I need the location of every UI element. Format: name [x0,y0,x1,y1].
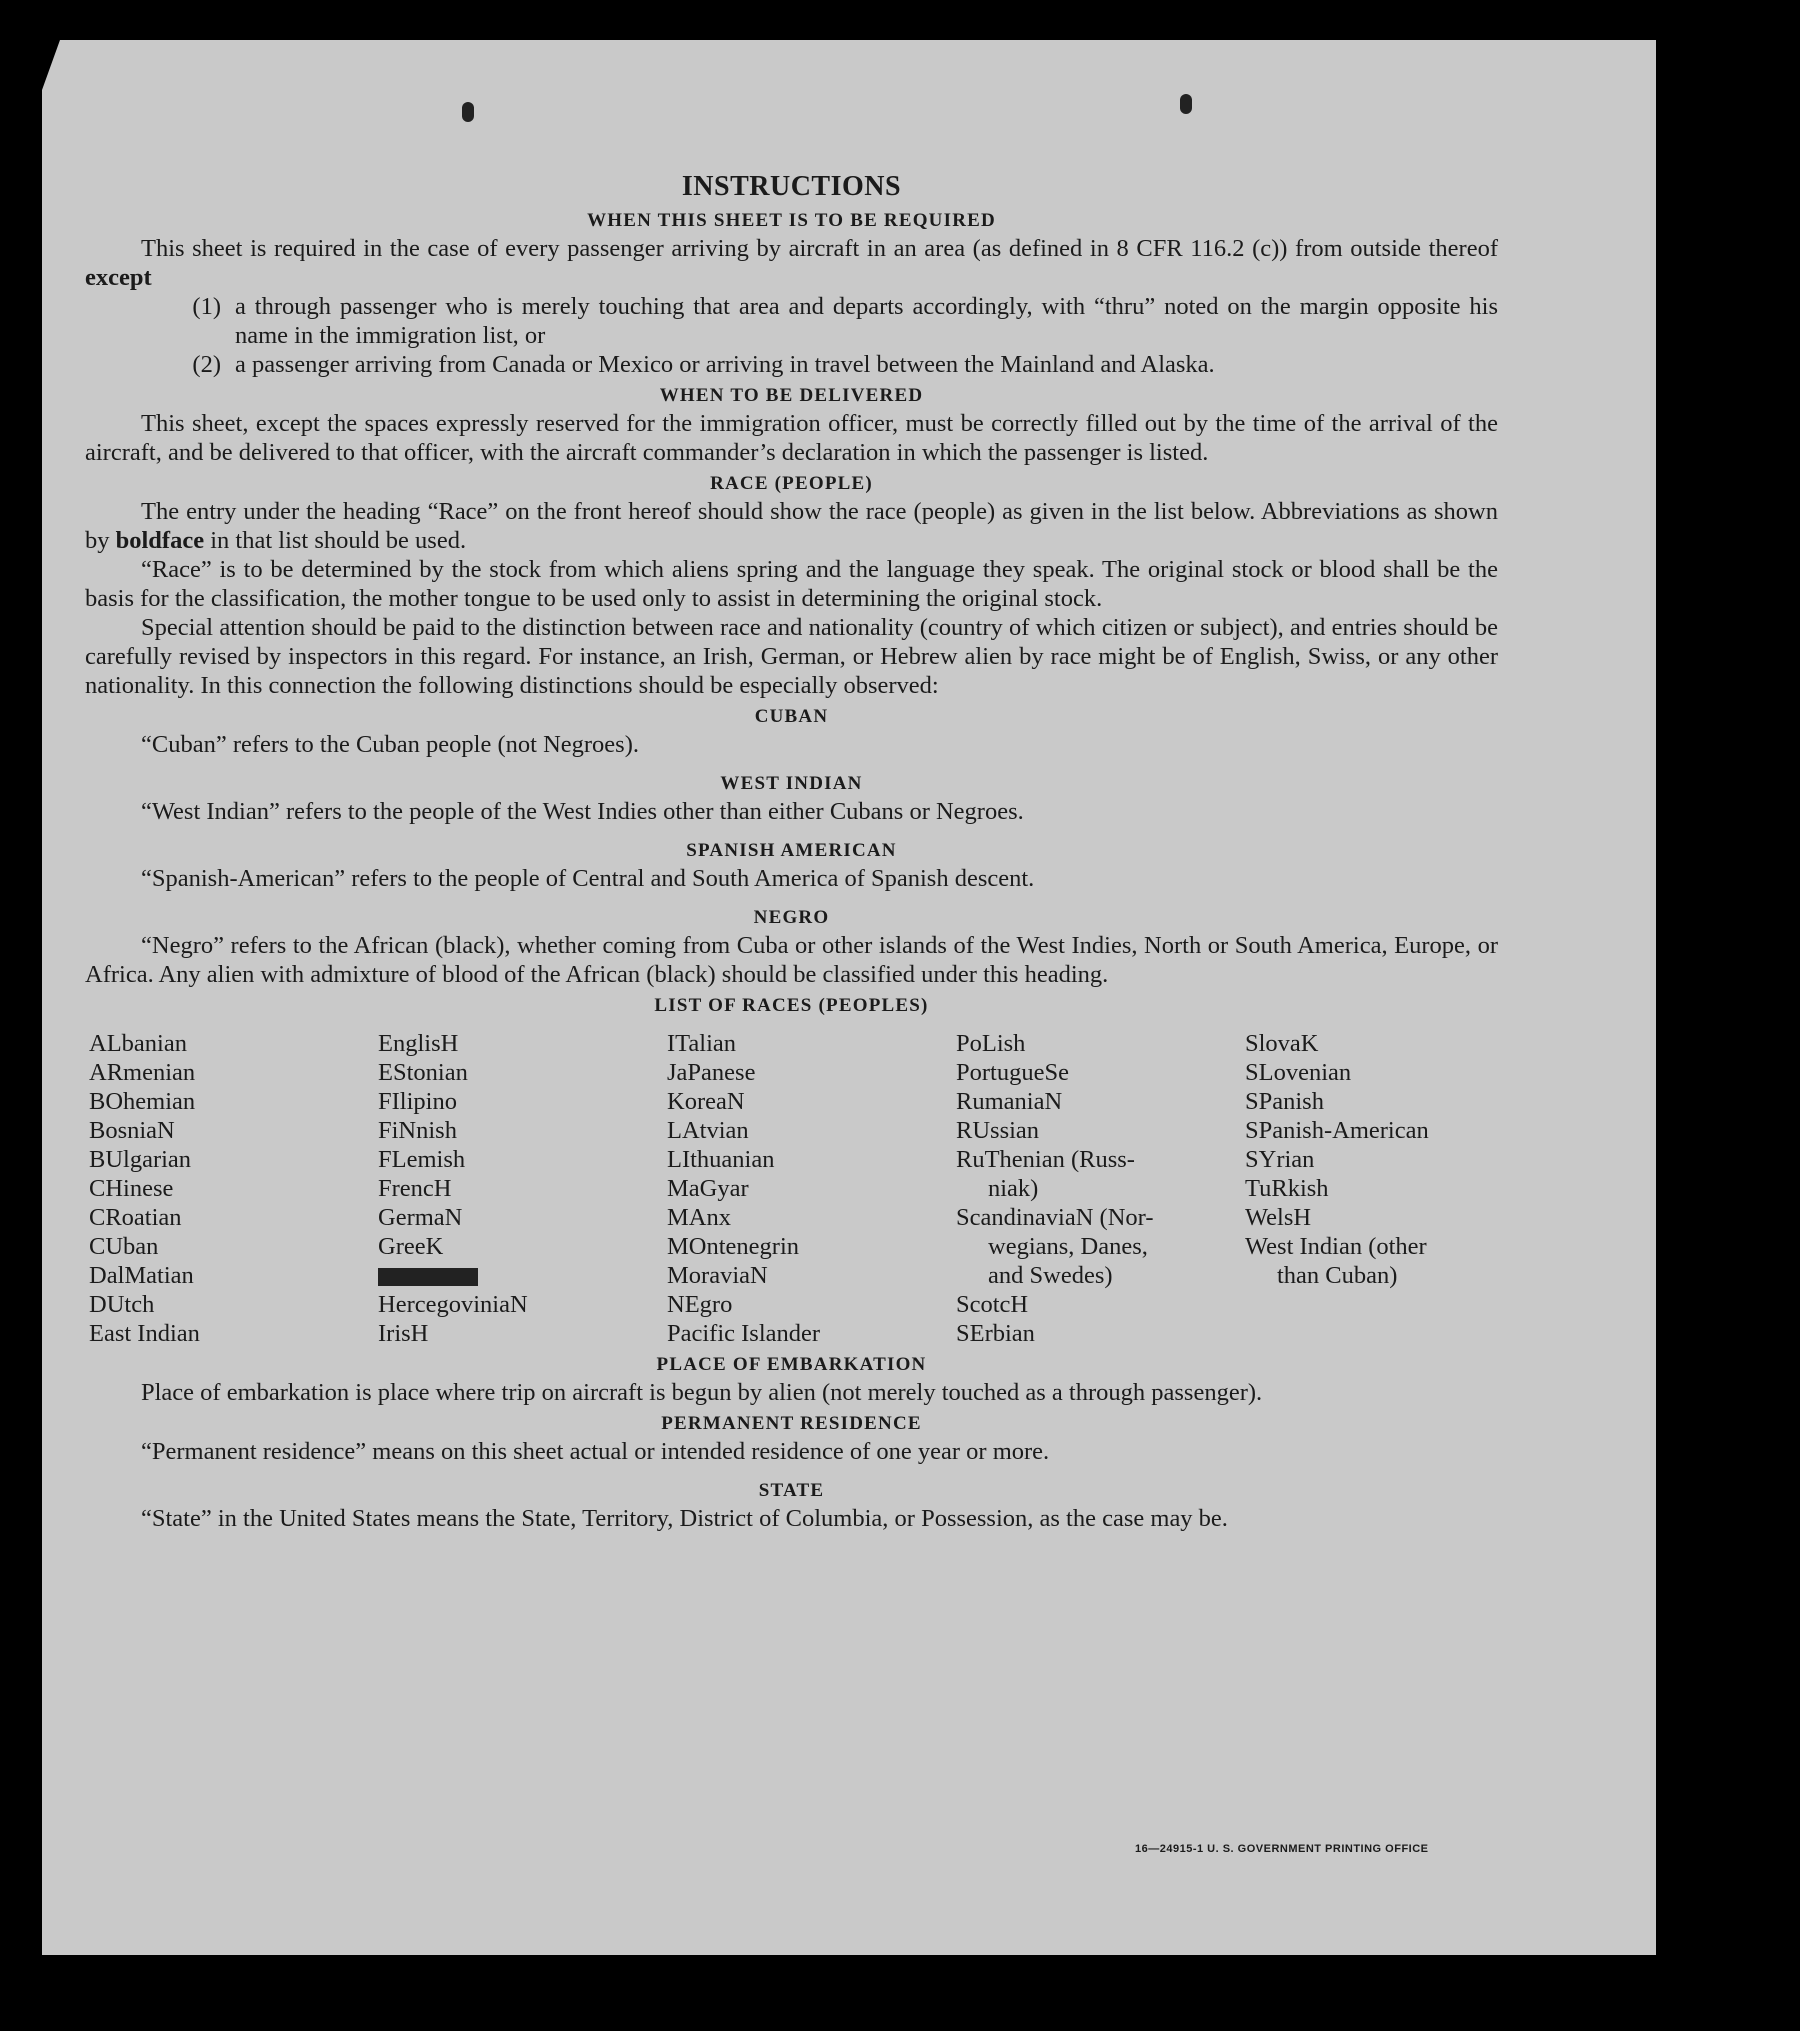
race-entry: BOhemian [89,1088,196,1115]
race-entry: West Indian (other [1245,1233,1427,1260]
cuban-text: “Cuban” refers to the Cuban people (not Negroes). [141,731,639,758]
race-entry-continued: niak) [988,1175,1039,1202]
race-entry: SErbian [956,1320,1035,1347]
race-paragraph-3: Special attention should be paid to the distinction between race and nationality (country of which citizen or subject), and entries should be carefully revised by inspectors in this regard. For instance, an Irish, German, or Hebrew alien by race might be of English, Swiss, or any other nationality. In this connection the following distinctions should be especially observed: [85,614,1498,699]
heading-cuban: CUBAN [754,706,829,727]
heading-spanish-american: SPANISH AMERICAN [686,840,897,861]
exception-item-2: (2) a passenger arriving from Canada or Mexico or arriving in travel between the Mainland and Alaska. [192,351,1215,378]
print-code: 16—24915-1 U. S. GOVERNMENT PRINTING OFFICE [1135,1843,1429,1855]
race-entry: FLemish [378,1146,466,1173]
when-delivered-text: This sheet, except the spaces expressly reserved for the immigration officer, must be correctly filled out by the time of the arrival of the aircraft, and be delivered to that officer, with the aircraft commander’s declaration in which the passenger is listed. [85,410,1498,466]
race-entry: BUlgarian [89,1146,192,1173]
race-entry: ALbanian [89,1030,187,1057]
race-entry: MoraviaN [667,1262,768,1289]
races-column-1 [89,1029,378,1348]
when-required-intro: This sheet is required in the case of every passenger arriving by aircraft in an area (as defined in 8 CFR 116.2 (c)) from outside thereof except [85,235,1498,291]
redaction-mark [378,1268,478,1286]
races-column-3 [667,1029,956,1348]
race-entry: FiNnish [378,1117,457,1144]
races-column-5 [1245,1029,1512,1348]
race-entry: PoLish [956,1030,1026,1057]
race-entry-continued: wegians, Danes, [988,1233,1148,1260]
race-entry: LAtvian [667,1117,749,1144]
heading-when-required: WHEN THIS SHEET IS TO BE REQUIRED [587,210,996,231]
races-column-4 [956,1029,1245,1348]
race-entry: NEgro [667,1291,733,1318]
permanent-residence-text: “Permanent residence” means on this sheet actual or intended residence of one year or more. [141,1438,1050,1465]
race-entry: RUssian [956,1117,1040,1144]
race-entry: SYrian [1245,1146,1315,1173]
race-entry: SPanish [1245,1088,1324,1115]
heading-west-indian: WEST INDIAN [720,773,863,794]
race-entry: EStonian [378,1059,468,1086]
west-indian-text: “West Indian” refers to the people of the West Indies other than either Cubans or Negroes. [141,798,1024,825]
heading-when-delivered: WHEN TO BE DELIVERED [659,385,924,406]
heading-embarkation: PLACE OF EMBARKATION [656,1354,927,1375]
race-entry: JaPanese [667,1059,756,1086]
race-entry: DalMatian [89,1262,194,1289]
races-list [89,1029,1498,1348]
race-entry: MAnx [667,1204,731,1231]
race-entry-continued: than Cuban) [1277,1262,1398,1289]
exception-item-1: (1) a through passenger who is merely touching that area and departs accordingly, with “thru” noted on the margin opposite his name in the immigration list, or [192,293,1498,349]
race-entry: ScotcH [956,1291,1029,1318]
spanish-american-text: “Spanish-American” refers to the people of Central and South America of Spanish descent. [141,865,1035,892]
race-entry: FrencH [378,1175,452,1202]
race-entry: ARmenian [89,1059,196,1086]
race-entry: GreeK [378,1233,444,1260]
state-text: “State” in the United States means the State, Territory, District of Columbia, or Possession, as the case may be. [141,1505,1228,1532]
race-entry: ITalian [667,1030,737,1057]
race-entry: SlovaK [1245,1030,1319,1057]
races-column-2 [378,1029,667,1348]
race-entry: CRoatian [89,1204,182,1231]
race-paragraph-2: “Race” is to be determined by the stock from which aliens spring and the language they speak. The original stock or blood shall be the basis for the classification, the mother tongue to be used only to assist in determining the original stock. [85,556,1498,612]
race-entry: KoreaN [667,1088,745,1115]
race-entry: WelsH [1245,1204,1312,1231]
folded-corner [42,40,60,90]
race-entry: IrisH [378,1320,429,1347]
race-entry-continued: and Swedes) [988,1262,1113,1289]
punch-hole-left [462,102,474,122]
race-entry: SPanish-American [1245,1117,1429,1144]
race-entry: MaGyar [667,1175,749,1202]
race-entry: HercegoviniaN [378,1291,528,1318]
race-entry: MOntenegrin [667,1233,799,1260]
race-entry: FIlipino [378,1088,457,1115]
negro-text: “Negro” refers to the African (black), whether coming from Cuba or other islands of the West Indies, North or South America, Europe, or Africa. Any alien with admixture of blood of the African (black) should be classified under this heading. [85,932,1498,988]
race-paragraph-1: The entry under the heading “Race” on the front hereof should show the race (people) as given in the list below. Abbreviations as shown by boldface in that list should be used. [85,498,1498,554]
embarkation-text: Place of embarkation is place where trip on aircraft is begun by alien (not merely touched as a through passenger). [141,1379,1263,1406]
race-entry: SLovenian [1245,1059,1352,1086]
punch-hole-right [1180,94,1192,114]
race-entry: GermaN [378,1204,463,1231]
race-entry: EnglisH [378,1030,459,1057]
heading-race: RACE (PEOPLE) [710,473,873,494]
race-entry: BosniaN [89,1117,175,1144]
race-entry: CUban [89,1233,159,1260]
race-entry: DUtch [89,1291,155,1318]
race-entry: RumaniaN [956,1088,1063,1115]
race-entry: LIthuanian [667,1146,775,1173]
race-entry: PortugueSe [956,1059,1069,1086]
heading-list-of-races: LIST OF RACES (PEOPLES) [654,995,929,1016]
race-entry: TuRkish [1245,1175,1329,1202]
race-entry: CHinese [89,1175,174,1202]
race-entry: East Indian [89,1320,200,1347]
race-entry: ScandinaviaN (Nor- [956,1204,1154,1231]
race-entry: RuThenian (Russ- [956,1146,1135,1173]
instructions-content [85,170,1498,1533]
race-entry-redacted [378,1261,667,1290]
heading-state: STATE [758,1480,825,1501]
heading-negro: NEGRO [753,907,830,928]
page-title: INSTRUCTIONS [681,171,902,202]
race-entry: Pacific Islander [667,1320,821,1347]
heading-permanent-residence: PERMANENT RESIDENCE [661,1413,922,1434]
